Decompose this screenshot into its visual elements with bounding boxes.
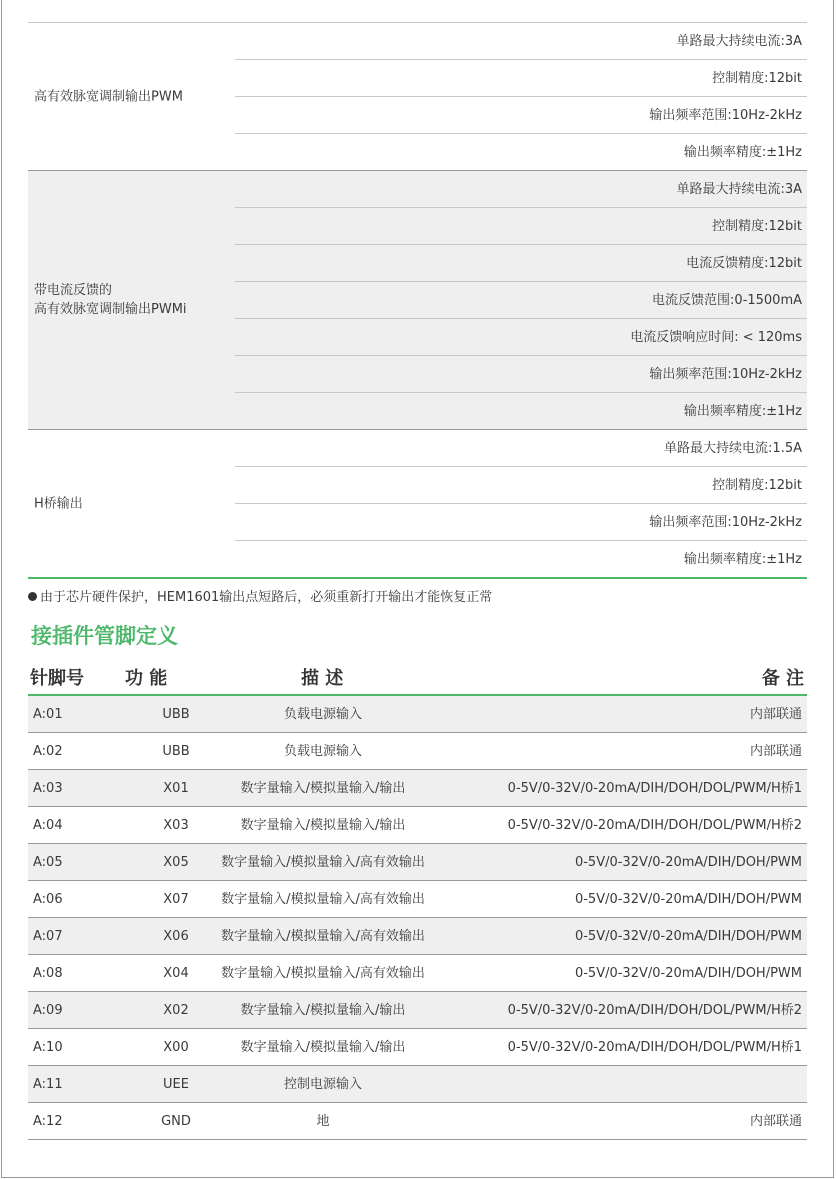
pin-table-header xyxy=(28,660,807,696)
description-cell: 数字量输入/模拟量输入/高有效输出 xyxy=(221,855,425,870)
remark-cell: 0-5V/0-32V/0-20mA/DIH/DOH/PWM xyxy=(574,892,802,907)
spec-group xyxy=(28,430,807,579)
spec-row: 单路最大持续电流:3A xyxy=(235,171,807,208)
table-row xyxy=(28,955,807,992)
description-cell: 数字量输入/模拟量输入/输出 xyxy=(240,1040,406,1055)
table-row xyxy=(28,696,807,733)
spec-rows xyxy=(235,430,807,577)
spec-group-label-line: 高有效脉宽调制输出PWMi xyxy=(34,302,187,317)
spec-row: 输出频率范围:10Hz-2kHz xyxy=(235,504,807,541)
spec-group-label xyxy=(34,87,183,106)
pin-cell: A:09 xyxy=(33,1003,63,1018)
pin-rows xyxy=(28,696,807,1140)
header-description: 描 述 xyxy=(301,668,344,689)
remark-cell: 0-5V/0-32V/0-20mA/DIH/DOH/PWM xyxy=(574,929,802,944)
function-cell: X07 xyxy=(163,892,189,907)
pin-table xyxy=(28,660,807,1140)
header-function: 功 能 xyxy=(125,668,168,689)
function-cell: UBB xyxy=(162,744,190,759)
table-row xyxy=(28,881,807,918)
table-row xyxy=(28,733,807,770)
pin-cell: A:07 xyxy=(33,929,63,944)
function-cell: X03 xyxy=(163,818,189,833)
table-row xyxy=(28,807,807,844)
function-cell: UBB xyxy=(162,707,190,722)
remark-cell: 0-5V/0-32V/0-20mA/DIH/DOH/DOL/PWM/H桥1 xyxy=(507,1040,802,1055)
function-cell: X06 xyxy=(163,929,189,944)
table-row xyxy=(28,770,807,807)
pin-cell: A:01 xyxy=(33,707,63,722)
spec-row: 单路最大持续电流:3A xyxy=(235,23,807,60)
spec-row: 输出频率精度:±1Hz xyxy=(683,145,802,160)
remark-cell: 0-5V/0-32V/0-20mA/DIH/DOH/PWM xyxy=(574,966,802,981)
description-cell: 数字量输入/模拟量输入/输出 xyxy=(240,818,406,833)
description-cell: 地 xyxy=(316,1114,330,1129)
spec-row: 电流反馈精度:12bit xyxy=(235,245,807,282)
function-cell: X05 xyxy=(163,855,189,870)
pin-cell: A:10 xyxy=(33,1040,63,1055)
pin-cell: A:12 xyxy=(33,1114,63,1129)
function-cell: GND xyxy=(161,1114,191,1129)
short-circuit-note xyxy=(28,586,492,605)
description-cell: 控制电源输入 xyxy=(283,1077,362,1092)
table-row xyxy=(28,918,807,955)
spec-row: 电流反馈范围:0-1500mA xyxy=(235,282,807,319)
spec-group-label xyxy=(34,494,83,513)
spec-table xyxy=(28,22,807,579)
description-cell: 数字量输入/模拟量输入/输出 xyxy=(240,1003,406,1018)
function-cell: X04 xyxy=(163,966,189,981)
spec-group xyxy=(28,171,807,430)
description-cell: 数字量输入/模拟量输入/高有效输出 xyxy=(221,929,425,944)
header-remark: 备 注 xyxy=(761,668,804,689)
remark-cell: 0-5V/0-32V/0-20mA/DIH/DOH/DOL/PWM/H桥1 xyxy=(507,781,802,796)
description-cell: 数字量输入/模拟量输入/高有效输出 xyxy=(221,892,425,907)
pin-cell: A:04 xyxy=(33,818,63,833)
bullet-icon xyxy=(28,592,37,601)
table-row xyxy=(28,1066,807,1103)
spec-row: 控制精度:12bit xyxy=(235,467,807,504)
spec-row: 控制精度:12bit xyxy=(235,208,807,245)
pin-cell: A:06 xyxy=(33,892,63,907)
spec-row: 单路最大持续电流:1.5A xyxy=(235,430,807,467)
header-pin: 针脚号 xyxy=(30,668,84,689)
spec-rows xyxy=(235,23,807,170)
spec-rows xyxy=(235,171,807,429)
function-cell: UEE xyxy=(163,1077,189,1092)
spec-row: 输出频率精度:±1Hz xyxy=(683,404,802,419)
remark-cell: 0-5V/0-32V/0-20mA/DIH/DOH/DOL/PWM/H桥2 xyxy=(507,818,802,833)
section-title: 接插件管脚定义 xyxy=(31,624,178,648)
pin-cell: A:08 xyxy=(33,966,63,981)
pin-cell: A:05 xyxy=(33,855,63,870)
spec-row: 输出频率范围:10Hz-2kHz xyxy=(235,356,807,393)
description-cell: 数字量输入/模拟量输入/高有效输出 xyxy=(221,966,425,981)
spec-group-label-line: H桥输出 xyxy=(34,496,83,511)
spec-group xyxy=(28,23,807,171)
spec-group-label-line: 高有效脉宽调制输出PWM xyxy=(34,89,183,104)
spec-row: 电流反馈响应时间: < 120ms xyxy=(235,319,807,356)
note-text: 由于芯片硬件保护，HEM1601输出点短路后，必须重新打开输出才能恢复正常 xyxy=(40,590,493,605)
description-cell: 负载电源输入 xyxy=(283,744,362,759)
spec-groups xyxy=(28,23,807,579)
pin-cell: A:03 xyxy=(33,781,63,796)
spec-row: 输出频率范围:10Hz-2kHz xyxy=(235,97,807,134)
spec-row: 控制精度:12bit xyxy=(235,60,807,97)
spec-row: 输出频率精度:±1Hz xyxy=(683,552,802,567)
description-cell: 数字量输入/模拟量输入/输出 xyxy=(240,781,406,796)
pin-cell: A:02 xyxy=(33,744,63,759)
remark-cell: 0-5V/0-32V/0-20mA/DIH/DOH/DOL/PWM/H桥2 xyxy=(507,1003,802,1018)
remark-cell: 0-5V/0-32V/0-20mA/DIH/DOH/PWM xyxy=(574,855,802,870)
table-row xyxy=(28,1029,807,1066)
remark-cell: 内部联通 xyxy=(749,744,802,759)
description-cell: 负载电源输入 xyxy=(283,707,362,722)
function-cell: X01 xyxy=(163,781,189,796)
remark-cell: 内部联通 xyxy=(749,1114,802,1129)
function-cell: X00 xyxy=(163,1040,189,1055)
table-row xyxy=(28,992,807,1029)
pin-cell: A:11 xyxy=(33,1077,63,1092)
remark-cell: 内部联通 xyxy=(749,707,802,722)
table-row xyxy=(28,1103,807,1140)
spec-group-label xyxy=(34,281,187,319)
table-row xyxy=(28,844,807,881)
spec-group-label-line: 带电流反馈的 xyxy=(34,283,113,298)
function-cell: X02 xyxy=(163,1003,189,1018)
